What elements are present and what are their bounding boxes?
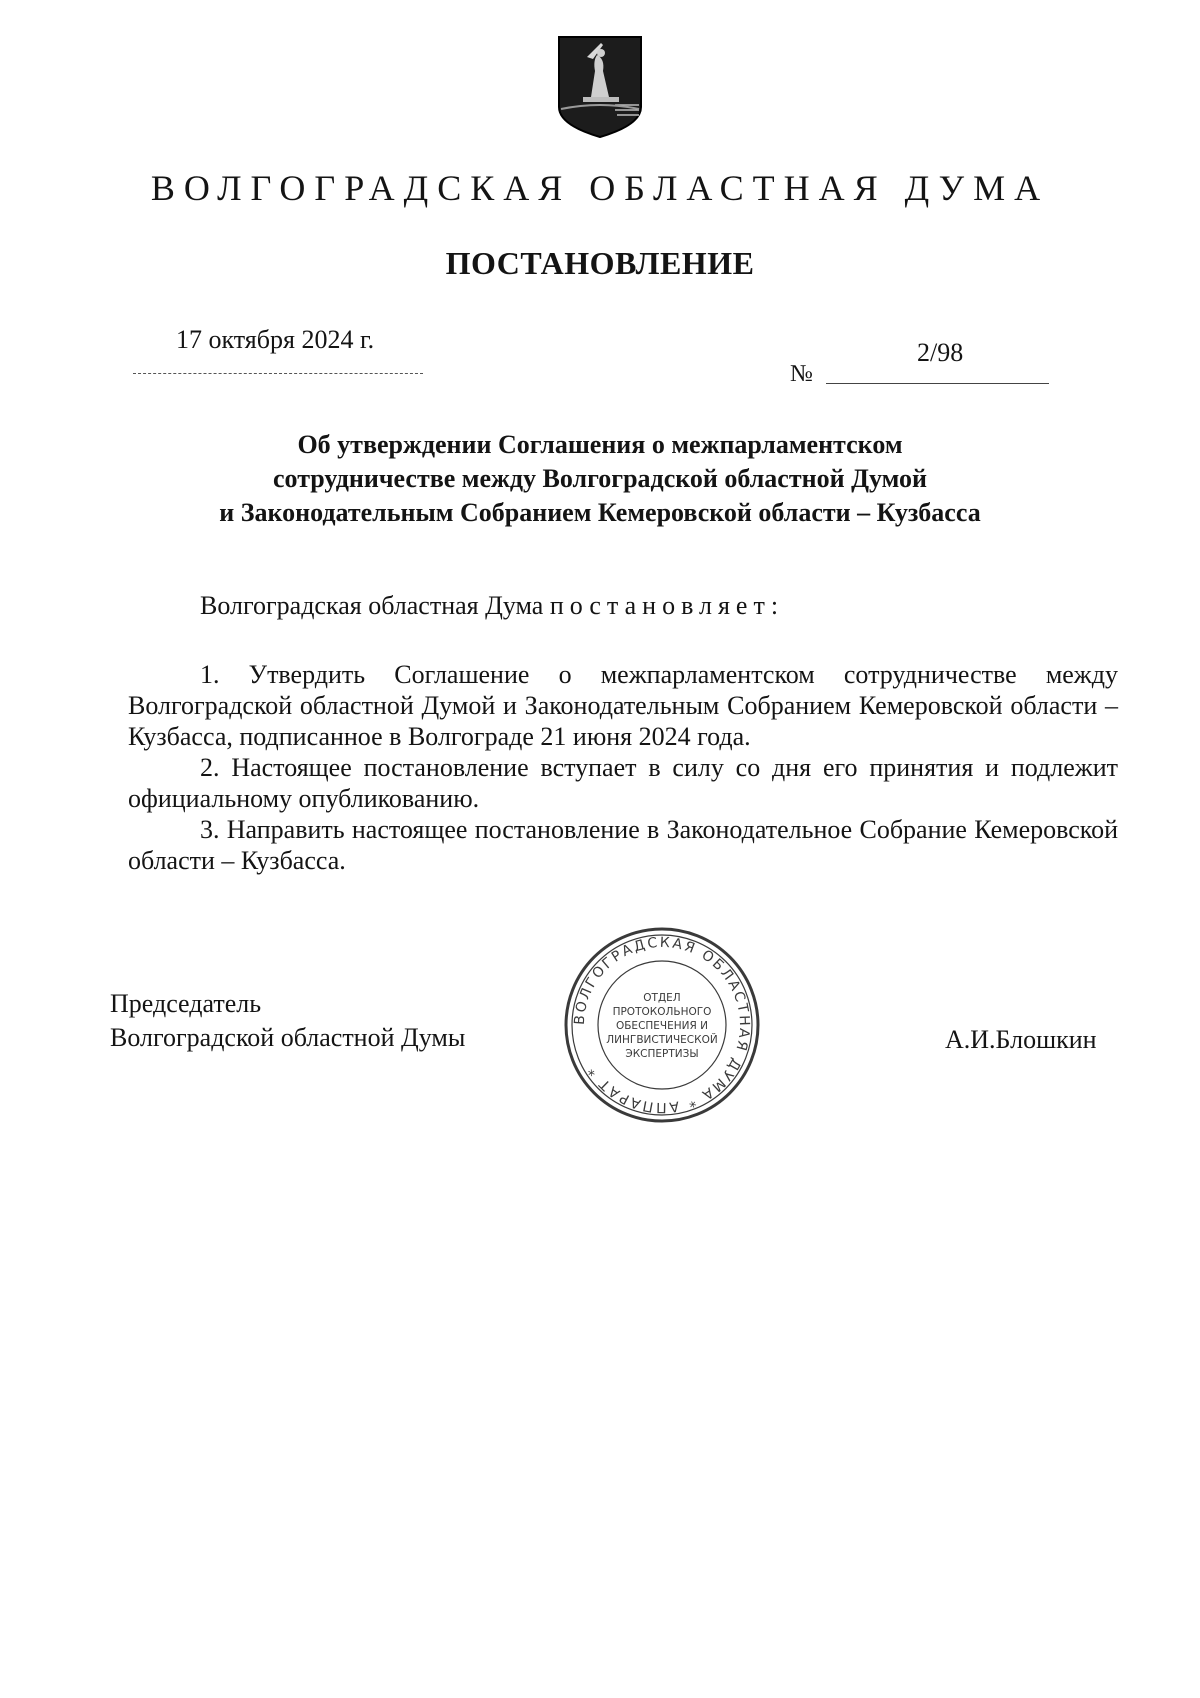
stamp-outer-text: ВОЛГОГРАДСКАЯ ОБЛАСТНАЯ ДУМА * АППАРАТ * [571,934,753,1116]
preamble-verb: постановляет: [549,591,785,620]
preamble [200,593,784,619]
stamp-inner-line: ЛИНГВИСТИЧЕСКОЙ [606,1034,718,1046]
signer-position-line: Волгоградской областной Думы [110,1023,466,1052]
resolution-item-1: 1. Утвердить Соглашение о межпарламентском сотрудничестве между Волгоградской областной Думой и Законодательным Собранием Кемеровской области – Кузбасса, подписанное в Волгограде 21 июня 2024 года. [128,660,1118,751]
document-type: ПОСТАНОВЛЕНИЕ [445,245,755,281]
resolution-item-2: 2. Настоящее постановление вступает в силу со дня его принятия и подлежит официальному опубликованию. [128,753,1118,813]
organization-name: ВОЛГОГРАДСКАЯ ОБЛАСТНАЯ ДУМА [150,168,1050,208]
resolution-body [128,659,1118,876]
coat-of-arms-emblem [557,35,643,139]
stamp-inner-line: ЭКСПЕРТИЗЫ [625,1048,699,1060]
title-line: сотрудничестве между Волгоградской областной Думой [273,464,927,493]
signer-position [110,987,465,1055]
document-number: 2/98 [917,338,964,367]
title-line: и Законодательным Собранием Кемеровской области – Кузбасса [219,498,981,527]
stamp-inner-line: ПРОТОКОЛЬНОГО [612,1006,712,1018]
signer-position-line: Председатель [110,989,262,1018]
signer-name: А.И.Блошкин [945,1025,1097,1054]
resolution-item-3: 3. Направить настоящее постановление в Законодательное Собрание Кемеровской области – Кузбасса. [128,815,1118,875]
number-sign: № [790,361,813,387]
stamp-inner-line: ОБЕСПЕЧЕНИЯ И [615,1020,709,1032]
document-date: 17 октября 2024 г. [176,325,375,354]
preamble-subject: Волгоградская областная Дума [200,591,544,620]
title-line: Об утверждении Соглашения о межпарламентском [297,430,903,459]
number-underline [826,383,1049,384]
document-title [150,428,1050,530]
official-stamp [562,925,762,1125]
date-underline [133,373,423,374]
stamp-inner-line: ОТДЕЛ [643,992,681,1004]
